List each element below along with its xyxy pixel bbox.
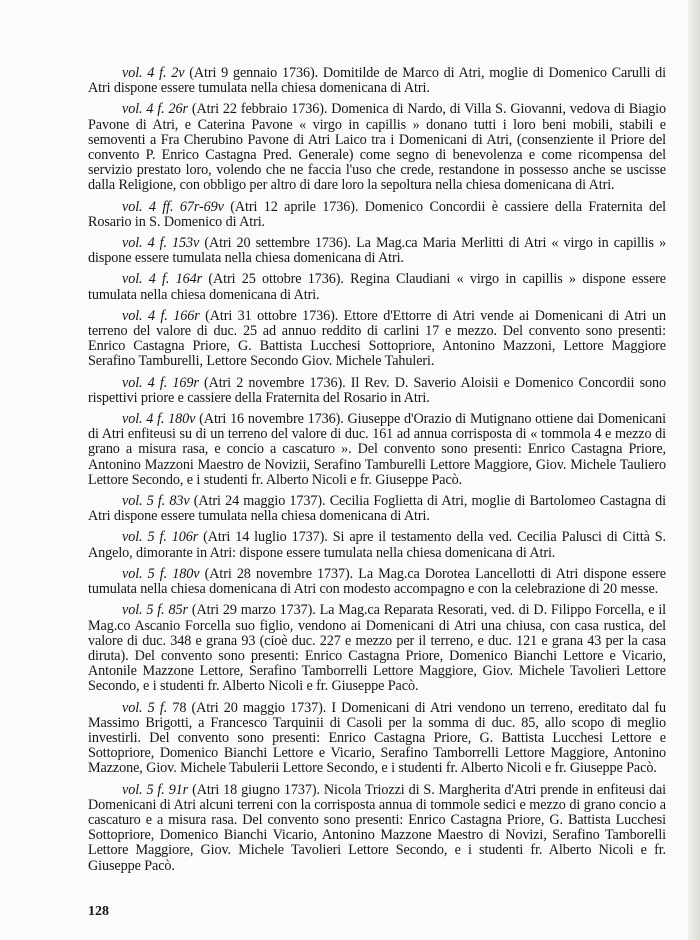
entry-text: (Atri 2 novembre 1736). Il Rev. D. Saverio Aloisii e Domenico Concordii sono rispettivi priore e cassiere della Fraternita del Rosario in Atri. [88, 374, 666, 406]
entry-text: (Atri 18 giugno 1737). Nicola Triozzi di S. Margherita d'Atri prende in enfiteusi dai Domenicani di Atri alcuni terreni con la corrisposta annua di tommole sedici e mezzo di grano concio a cascaturo e a misura rasa. Del convento sono presenti: Enrico Castagna Priore, G. Battista Lucchesi Sottopriore, Domenico Bianchi Vicario, Antonino Mazzone Maestro di Novizi, Serafino Tamborelli Lettore Maggiore, Giov. Michele Tavolieri Lettore Secondo, e i studenti fr. Alberto Nicoli e fr. Giuseppe Pacò. [88, 781, 666, 874]
entry-text: (Atri 20 settembre 1736). La Mag.ca Maria Merlitti di Atri « virgo in capillis » dispone essere tumulata nella chiesa domenicana di Atri. [88, 235, 666, 267]
entry-text: (Atri 22 febbraio 1736). Domenica di Nardo, di Villa S. Giovanni, vedova di Biagio Pavone di Atri, e Caterina Pavone « virgo in capillis » donano tutti i loro beni mobili, stabili e semoventi a Fra Cherubino Pavone di Atri Laico tra i Domenicani di Atri, (consenziente il Priore del convento P. Enrico Castagna Pred. Generale) come segno di benevolenza e come ricompensa del servizio prestato loro, volendo che ne faccia l'uso che crede, restandone in possesso anche se uscisse dalla Religione, con obbligo per altro di dare loro la sepoltura nella chiesa domenicana di Atri. [88, 101, 667, 194]
archive-entry [88, 603, 666, 694]
archive-entry [88, 701, 666, 777]
entry-text: (Atri 14 luglio 1737). Si apre il testamento della ved. Cecilia Palusci di Città S. Angelo, dimorante in Atri: dispone essere tumulata nella chiesa domenicana di Atri. [88, 529, 666, 561]
entry-text: (Atri 28 novembre 1737). La Mag.ca Dorotea Lancellotti di Atri dispone essere tumulata nella chiesa domenicana di Atri con modesto accompagno e con la celebrazione di 20 messe. [88, 565, 667, 598]
archive-entry [88, 376, 666, 406]
entry-text: (Atri 31 ottobre 1736). Ettore d'Ettorre di Atri vende ai Domenicani di Atri un terreno del valore di duc. 25 ad annuo reddito di carlini 17 e mezzo. Del convento sono presenti: Enrico Castagna Priore, G. Battista Lucchesi Sottopriore, Antonino Mazzoni, Lettore Maggiore Serafino Tamburelli, Lettore Secondo Giov. Michele Tahuleri. [88, 307, 666, 370]
archive-entries [88, 66, 666, 880]
entry-reference: vol. 4 f. 26r [122, 101, 188, 118]
archive-entry [88, 200, 666, 230]
archive-entry [88, 783, 666, 874]
entry-reference: vol. 5 f. 85r [122, 602, 188, 619]
entry-reference: vol. 4 f. 166r [122, 307, 200, 324]
entry-reference: vol. 5 f. 180v [122, 565, 200, 582]
entry-text: (Atri 16 novembre 1736). Giuseppe d'Orazio di Mutignano ottiene dai Domenicani di Atri enfiteusi su di un terreno del valore di duc. 161 ad annua corrisposta di « tommola 4 e mezzo di grano a misura rasa, e concio a cascaturo ». Del convento sono presenti: Enrico Castagna Priore, Antonino Mazzoni Maestro de Novizii, Serafino Tamburelli Lettore Maggiore, Giov. Michele Tauliero Lettore Secondo, e i studenti fr. Alberto Nicoli e fr. Giuseppe Pacò. [88, 411, 667, 488]
archive-entry [88, 272, 666, 302]
entry-reference: vol. 4 f. 153v [122, 235, 200, 252]
archive-entry [88, 309, 666, 370]
entry-text: 78 (Atri 20 maggio 1737). I Domenicani di Atri vendono un terreno, ereditato dal fu Massimo Brigotti, a Francesco Tarquinii di Casoli per la somma di duc. 85, allo scopo di meglio investirli. Del convento sono presenti: Enrico Castagna Priore, G. Battista Lucchesi Lettore e Sottopriore, Domenico Bianchi Lettore e Vicario, Serafino Tamborrelli Lettore Maggiore, Antonino Mazzone, Giov. Michele Tabulerii Lettore Secondo, e i studenti fr. Alberto Nicoli e fr. Giuseppe Pacò. [88, 699, 666, 777]
entry-reference: vol. 4 f. 180v [122, 411, 196, 428]
entry-reference: vol. 5 f. [122, 699, 168, 716]
archive-entry [88, 66, 666, 96]
archive-entry [88, 567, 666, 597]
entry-text: (Atri 29 marzo 1737). La Mag.ca Reparata Resorati, ved. di D. Filippo Forcella, e il Mag.co Ascanio Forcella suo figlio, vendono ai Domenicani di Atri una chiusa, con casa rustica, del valore di duc. 348 e grana 93 (cioè duc. 227 e mezzo per il terreno, e duc. 121 e grana 43 per la casa diruta). Del convento sono presenti: Enrico Castagna Priore, Domenico Bianchi Lettore e Vicario, Antonile Mazzone Lettore, Serafino Tamborrelli Lettore Maggiore, Giov. Michele Tavolieri Lettore Secondo, e i studenti fr. Alberto Nicoli e fr. Giuseppe Pacò. [88, 602, 667, 695]
archive-entry [88, 102, 666, 193]
entry-reference: vol. 5 f. 106r [122, 529, 199, 546]
archive-entry [88, 530, 666, 560]
entry-reference: vol. 5 f. 91r [122, 781, 189, 798]
entry-reference: vol. 4 f. 169r [122, 374, 199, 391]
entry-text: (Atri 9 gennaio 1736). Domitilde de Marco di Atri, moglie di Domenico Carulli di Atri dispone essere tumulata nella chiesa domenicana di Atri. [88, 65, 666, 97]
entry-reference: vol. 4 f. 2v [122, 65, 185, 81]
entry-reference: vol. 5 f. 83v [122, 493, 190, 510]
archive-entry [88, 412, 666, 488]
entry-text: (Atri 25 ottobre 1736). Regina Claudiani « virgo in capillis » dispone essere tumulata nella chiesa domenicana di Atri. [88, 271, 666, 303]
archive-entry [88, 236, 666, 266]
page-number: 128 [88, 904, 109, 919]
entry-reference: vol. 4 ff. 67r-69v [122, 198, 224, 215]
entry-text: (Atri 24 maggio 1737). Cecilia Foglietta di Atri, moglie di Bartolomeo Castagna di Atri dispone essere tumulata nella chiesa domenicana di Atri. [88, 493, 666, 525]
archive-entry [88, 494, 666, 524]
entry-text: (Atri 12 aprile 1736). Domenico Concordii è cassiere della Fraternita del Rosario in S. Domenico di Atri. [88, 198, 666, 230]
page-edge-shadow [688, 0, 700, 940]
entry-reference: vol. 4 f. 164r [122, 271, 203, 288]
